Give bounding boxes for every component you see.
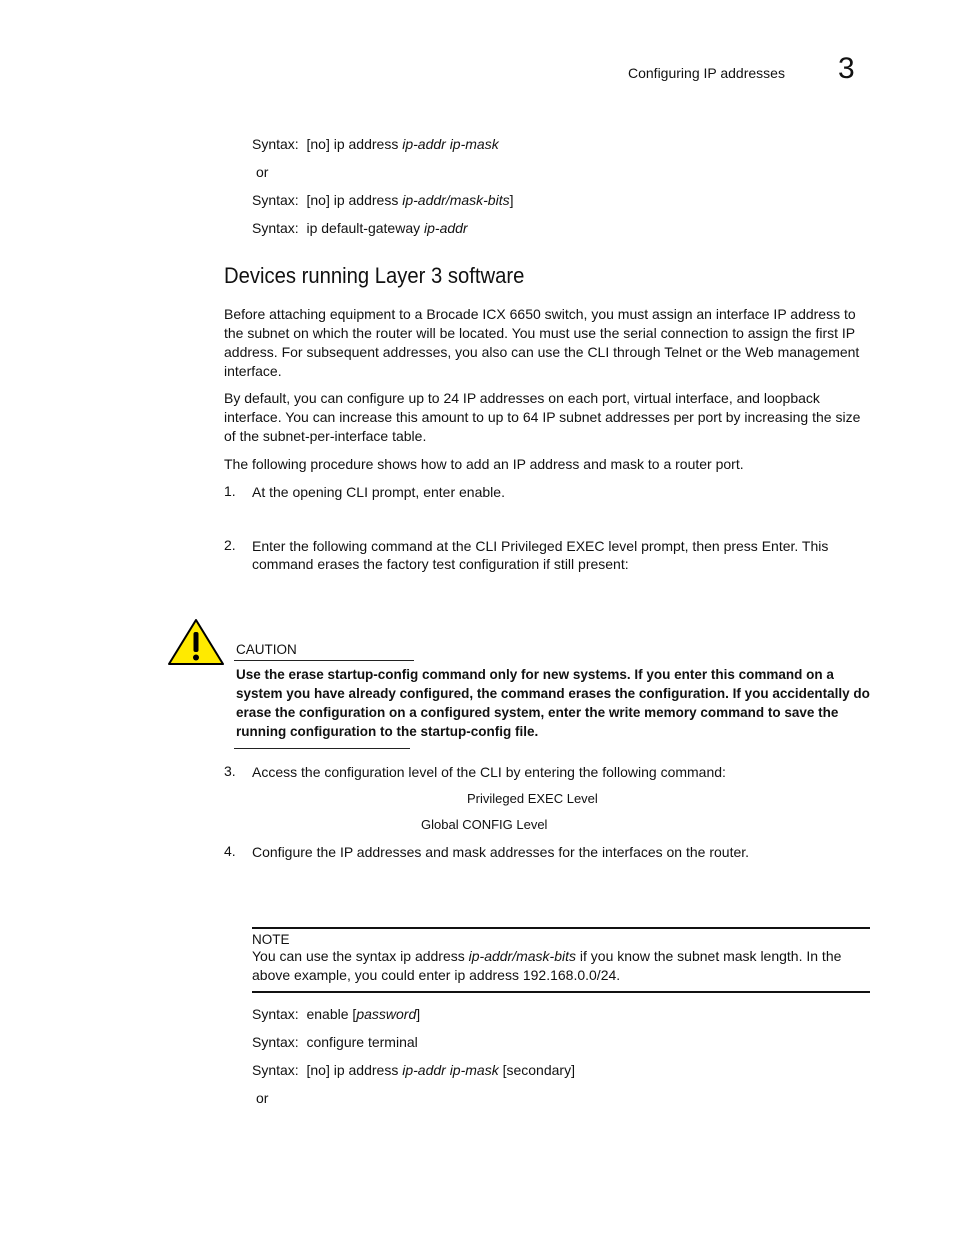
option-keyword: secondary: [506, 1062, 572, 1078]
syntax-label: Syntax:: [252, 220, 299, 236]
note-text-part: if you know the subnet mask length. In the above example, you could enter: [252, 948, 842, 983]
punctuation: .: [616, 967, 621, 983]
syntax-label: Syntax:: [252, 1034, 299, 1050]
syntax-label: Syntax:: [252, 192, 299, 208]
step-number: 1.: [224, 483, 236, 499]
section-heading: Devices running Layer 3 software: [224, 263, 525, 288]
keyword-no: no: [310, 136, 326, 152]
note-top-rule: [252, 927, 870, 929]
command-keyword: ip address 192.168.0.0/24: [454, 967, 617, 983]
syntax-label: Syntax:: [252, 1006, 299, 1022]
command-args: ip-addr/mask-bits: [464, 948, 577, 964]
caution-warning-icon: [167, 618, 225, 666]
caution-top-rule: [234, 660, 414, 661]
note-text: [252, 947, 872, 985]
paragraph-procedure: The following procedure shows how to add an IP address and mask to a router port.: [224, 456, 744, 472]
note-label: NOTE: [252, 932, 290, 947]
keyword-no: no: [310, 192, 326, 208]
punctuation: .: [501, 484, 505, 500]
command-keyword: ip address: [400, 948, 465, 964]
step-4-text: Configure the IP addresses and mask addresses for the interfaces on the router.: [252, 844, 750, 860]
step-number: 3.: [224, 763, 236, 779]
bracket-close: ]: [416, 1006, 421, 1022]
running-header-title: Configuring IP addresses: [628, 65, 785, 81]
step-number: 4.: [224, 843, 236, 859]
bracket-close: ]: [571, 1062, 575, 1078]
command-args: ip-addr ip-mask: [402, 1062, 499, 1078]
bracket-close: ]: [509, 192, 514, 208]
privileged-exec-level-label: Privileged EXEC Level: [467, 791, 598, 806]
note-text-part: You can use the syntax: [252, 948, 401, 964]
step-1-text: [252, 483, 872, 501]
syntax-line-ip-address-secondary: [252, 1062, 575, 1078]
chapter-number: 3: [838, 52, 855, 85]
caution-label: CAUTION: [236, 642, 297, 657]
command-keyword: enable: [459, 484, 502, 500]
command-keyword: ip address: [333, 1062, 399, 1078]
bracket-open: [: [352, 1006, 357, 1022]
step-2-text: Enter the following command at the CLI Privileged EXEC level prompt, then press Enter. This command erases the factory test configuration if still present:: [252, 538, 829, 572]
caution-bottom-rule: [234, 748, 410, 749]
step-3-text: Access the configuration level of the CLI by entering the following command:: [252, 764, 726, 780]
syntax-line-ip-address-bits: [252, 192, 513, 208]
syntax-line-default-gateway: [252, 220, 468, 236]
paragraph-intro: Before attaching equipment to a Brocade ICX 6650 switch, you must assign an interface IP address to the subnet on which the router will be located. You must use the serial connection to assign the first IP address. For subsequent addresses, you also can use the CLI through Telnet or the Web management interface.: [224, 306, 860, 379]
step-number: 2.: [224, 537, 236, 553]
command-args: ip-addr ip-mask: [402, 136, 499, 152]
syntax-label: Syntax:: [252, 1062, 299, 1078]
syntax-line-enable: [252, 1006, 420, 1022]
or-text: or: [256, 1090, 269, 1106]
step-text: At the opening CLI prompt, enter: [252, 484, 460, 500]
syntax-label: Syntax:: [252, 136, 299, 152]
note-bottom-rule: [252, 991, 870, 993]
syntax-line-configure-terminal: [252, 1034, 418, 1050]
bracket-open: [: [306, 192, 311, 208]
caution-text: Use the erase startup-config command only for new systems. If you enter this command on a system you have already configured, the command erases the configuration. If you accidentally do erase the configuration on a configured system, enter the write memory command to save the running configuration to the startup-config file.: [236, 667, 870, 739]
command-keyword: enable: [306, 1006, 349, 1022]
command-args: password: [356, 1006, 417, 1022]
bracket-close: ]: [325, 192, 330, 208]
command-keyword: ip default-gateway: [306, 220, 421, 236]
bracket-close: ]: [325, 136, 330, 152]
keyword-no: no: [310, 1062, 326, 1078]
command-keyword: ip address: [333, 136, 399, 152]
global-config-level-label: Global CONFIG Level: [421, 817, 548, 832]
syntax-line-ip-address-mask: [252, 136, 499, 152]
bracket-open: [: [306, 136, 311, 152]
or-text: or: [256, 164, 269, 180]
command-keyword: configure terminal: [306, 1034, 418, 1050]
paragraph-default-limits: By default, you can configure up to 24 IP addresses on each port, virtual interface, and loopback interface. You can increase this amount to up to 64 IP subnet addresses per port by increasing the size of the subnet-per-interface table.: [224, 390, 861, 444]
command-keyword: ip address: [333, 192, 399, 208]
bracket-open: [: [502, 1062, 507, 1078]
command-args: ip-addr: [424, 220, 468, 236]
bracket-close: ]: [325, 1062, 330, 1078]
bracket-open: [: [306, 1062, 311, 1078]
command-args: ip-addr/mask-bits: [402, 192, 510, 208]
